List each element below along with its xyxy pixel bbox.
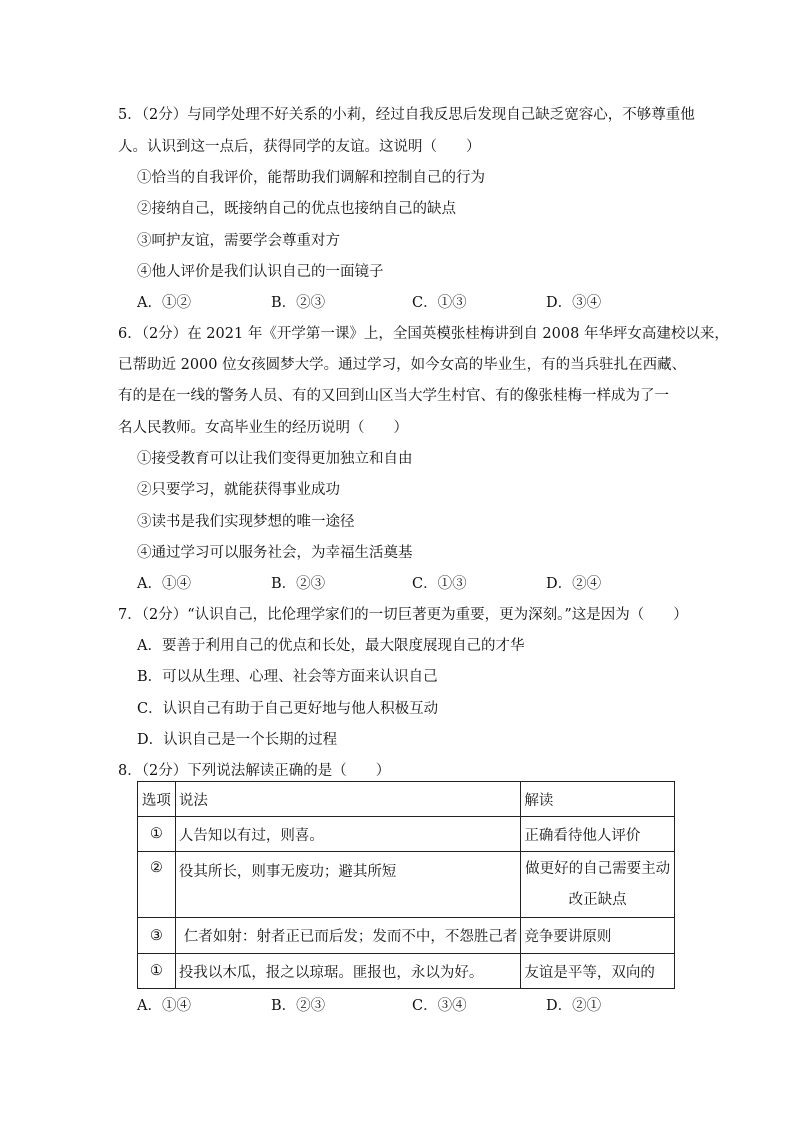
table-row xyxy=(138,852,675,918)
table-cell-interpretation: 做更好的自己需要主动改正缺点 xyxy=(521,852,675,918)
q5-choice-a[interactable]: A．①② xyxy=(137,295,191,311)
q6-stem-line-2: 已帮助近 2000 位女孩圆梦大学。通过学习，如今女高的毕业生，有的当兵驻扎在西藏、 xyxy=(118,357,687,373)
q5-stem-line-2: 人。认识到这一点后，获得同学的友谊。这说明（ ） xyxy=(118,139,481,155)
q8-choice-d[interactable]: D．②① xyxy=(546,998,602,1014)
table-cell-interpretation: 竞争要讲原则 xyxy=(521,918,675,954)
table-cell-option: ② xyxy=(138,852,176,918)
q6-stem-line-1: 6．（2分）在 2021 年《开学第一课》上，全国英模张桂梅讲到自 2008 年华坪女高建校以来， xyxy=(118,326,729,342)
table-cell-saying: 仁者如射：射者正已而后发；发而不中，不怨胜己者 xyxy=(175,918,521,954)
q6-choice-d[interactable]: D．②④ xyxy=(546,576,602,592)
table-cell-option: ① xyxy=(138,817,176,852)
q8-choice-a[interactable]: A．①④ xyxy=(137,998,191,1014)
q6-choice-c[interactable]: C．①③ xyxy=(412,576,467,592)
q5-choice-b[interactable]: B．②③ xyxy=(271,295,326,311)
q5-choice-d[interactable]: D．③④ xyxy=(546,295,602,311)
q5-stem-line-1: 5．（2分）与同学处理不好关系的小莉，经过自我反思后发现自己缺乏宽容心，不够尊重他 xyxy=(118,107,695,123)
q8-table xyxy=(137,781,675,989)
q8-choice-c[interactable]: C．③④ xyxy=(412,998,467,1014)
table-header-row xyxy=(138,782,675,817)
table-cell-option: ③ xyxy=(138,918,176,954)
q6-stem-line-4: 名人民教师。女高毕业生的经历说明（ ） xyxy=(118,420,408,436)
q6-choices xyxy=(137,574,657,594)
q8-stem-line-1: 8．（2分）下列说法解读正确的是（ ） xyxy=(118,763,391,779)
table-row xyxy=(138,954,675,989)
q7-stem-line-1: 7．（2分）“认识自己，比伦理学家们的一切巨著更为重要，更为深刻。”这是因为（ ） xyxy=(118,607,688,623)
table-cell-saying: 人告知以有过，则喜。 xyxy=(175,817,521,852)
q6-stem-line-3: 有的是在一线的警务人员、有的又回到山区当大学生村官、有的像张桂梅一样成为了一 xyxy=(118,388,669,404)
q7-option-c[interactable]: C．认识自己有助于自己更好地与他人积极互动 xyxy=(137,701,439,717)
q8-choice-b[interactable]: B．②③ xyxy=(271,998,326,1014)
q7-option-a[interactable]: A．要善于利用自己的优点和长处，最大限度展现自己的才华 xyxy=(137,638,525,654)
q5-statement-3: ③呵护友谊，需要学会尊重对方 xyxy=(137,233,340,249)
q7-option-d[interactable]: D．认识自己是一个长期的过程 xyxy=(137,732,338,748)
table-header-saying: 说法 xyxy=(175,782,521,817)
q6-statement-2: ②只要学习，就能获得事业成功 xyxy=(137,482,340,498)
q6-statement-4: ④通过学习可以服务社会，为幸福生活奠基 xyxy=(137,545,413,561)
table-header-option: 选项 xyxy=(138,782,176,817)
table-cell-saying: 投我以木瓜，报之以琼琚。匪报也，永以为好。 xyxy=(175,954,521,989)
q5-statement-4: ④他人评价是我们认识自己的一面镜子 xyxy=(137,264,384,280)
table-row xyxy=(138,817,675,852)
q8-choices xyxy=(137,996,657,1016)
q6-statement-3: ③读书是我们实现梦想的唯一途径 xyxy=(137,514,355,530)
q6-choice-b[interactable]: B．②③ xyxy=(271,576,326,592)
q5-statement-2: ②接纳自己，既接纳自己的优点也接纳自己的缺点 xyxy=(137,201,456,217)
q7-option-b[interactable]: B．可以从生理、心理、社会等方面来认识自己 xyxy=(137,669,438,685)
q6-choice-a[interactable]: A．①④ xyxy=(137,576,191,592)
q5-choice-c[interactable]: C．①③ xyxy=(412,295,467,311)
q6-statement-1: ①接受教育可以让我们变得更加独立和自由 xyxy=(137,451,413,467)
table-row xyxy=(138,918,675,954)
table-cell-option: ① xyxy=(138,954,176,989)
q5-choices xyxy=(137,293,657,313)
table-cell-saying: 役其所长，则事无废功；避其所短 xyxy=(175,852,521,918)
q5-statement-1: ①恰当的自我评价，能帮助我们调解和控制自己的行为 xyxy=(137,170,485,186)
table-cell-interpretation: 友谊是平等，双向的 xyxy=(521,954,675,989)
table-header-interpretation: 解读 xyxy=(521,782,675,817)
table-cell-interpretation: 正确看待他人评价 xyxy=(521,817,675,852)
